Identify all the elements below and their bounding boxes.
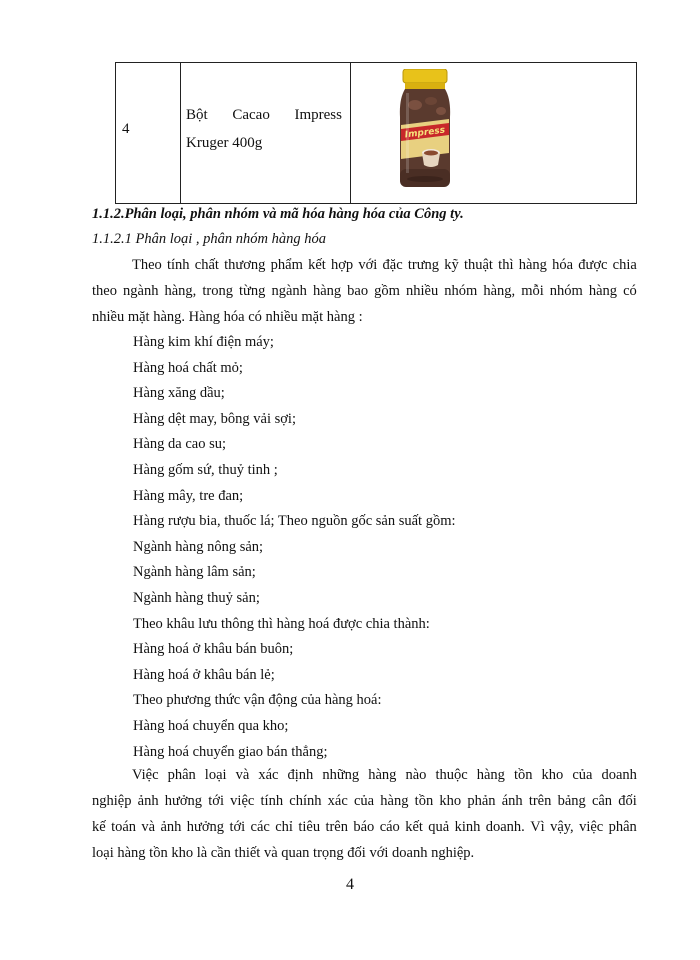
paragraph-line: loại hàng tồn kho là cần thiết và quan trọng đối với doanh nghiệp. <box>92 845 475 861</box>
list-item: Hàng da cao su; <box>133 436 227 453</box>
list-item: Hàng mây, tre đan; <box>133 487 244 504</box>
list-item: Theo khâu lưu thông thì hàng hoá được chia thành: <box>133 615 430 632</box>
product-name-line2: Kruger 400g <box>186 135 263 151</box>
product-name-word: Impress <box>294 107 342 123</box>
row-number-cell <box>116 63 181 203</box>
list-item: Hàng xăng dầu; <box>133 385 225 402</box>
jar-label-text: Impress <box>404 125 446 141</box>
page-number: 4 <box>346 876 354 893</box>
paragraph-line: nghiệp ảnh hưởng tới việc tính chính xác của hàng tồn kho phản ánh trên bảng cân đối <box>92 793 637 809</box>
intro-paragraph <box>92 252 637 330</box>
list-item: Hàng kim khí điện máy; <box>133 334 274 350</box>
paragraph-line: nhiều mặt hàng. Hàng hóa có nhiều mặt hàng : <box>92 309 363 325</box>
product-name-line1 <box>186 107 342 124</box>
cacao-jar-image <box>397 69 453 189</box>
list-item: Hàng gốm sứ, thuỷ tinh ; <box>133 461 278 478</box>
goods-category-list <box>133 330 456 765</box>
section-heading: 1.1.2.Phân loại, phân nhóm và mã hóa hàng hóa của Công ty. <box>92 206 464 222</box>
paragraph-line: Theo tính chất thương phẩm kết hợp với đặc trưng kỹ thuật thì hàng hóa được chia <box>132 257 637 273</box>
list-item: Hàng dệt may, bông vải sợi; <box>133 410 296 427</box>
product-name-word: Cacao <box>232 107 270 123</box>
paragraph-line: theo ngành hàng, trong từng ngành hàng bao gồm nhiều nhóm hàng, mỗi nhóm hàng có <box>92 283 637 299</box>
product-name-word: Bột <box>186 107 208 123</box>
row-number: 4 <box>122 121 130 137</box>
list-item: Theo phương thức vận động của hàng hoá: <box>133 692 382 709</box>
list-item: Hàng hoá chuyển qua kho; <box>133 717 289 734</box>
list-item: Ngành hàng nông sản; <box>133 538 264 555</box>
list-item: Hàng hoá ở khâu bán lẻ; <box>133 666 275 683</box>
product-name-cell <box>181 63 351 203</box>
list-item: Hàng rượu bia, thuốc lá; Theo nguồn gốc sản suất gồm: <box>133 513 456 530</box>
list-item: Hàng hoá ở khâu bán buôn; <box>133 641 294 658</box>
list-item: Hàng hoá chuyển giao bán thẳng; <box>133 743 328 760</box>
list-item: Ngành hàng lâm sản; <box>133 564 256 581</box>
paragraph-line: Việc phân loại và xác định những hàng nào thuộc hàng tồn kho của doanh <box>132 767 637 783</box>
paragraph-line: kế toán và ảnh hưởng tới các chỉ tiêu trên báo cáo kết quả kinh doanh. Vì vậy, việc phân <box>92 819 637 835</box>
closing-paragraph <box>92 762 637 866</box>
list-item: Ngành hàng thuỷ sản; <box>133 589 260 606</box>
list-item: Hàng hoá chất mỏ; <box>133 359 243 376</box>
product-image-cell <box>351 63 638 203</box>
product-table-row <box>115 62 637 204</box>
section-subheading: 1.1.2.1 Phân loại , phân nhóm hàng hóa <box>92 231 327 247</box>
